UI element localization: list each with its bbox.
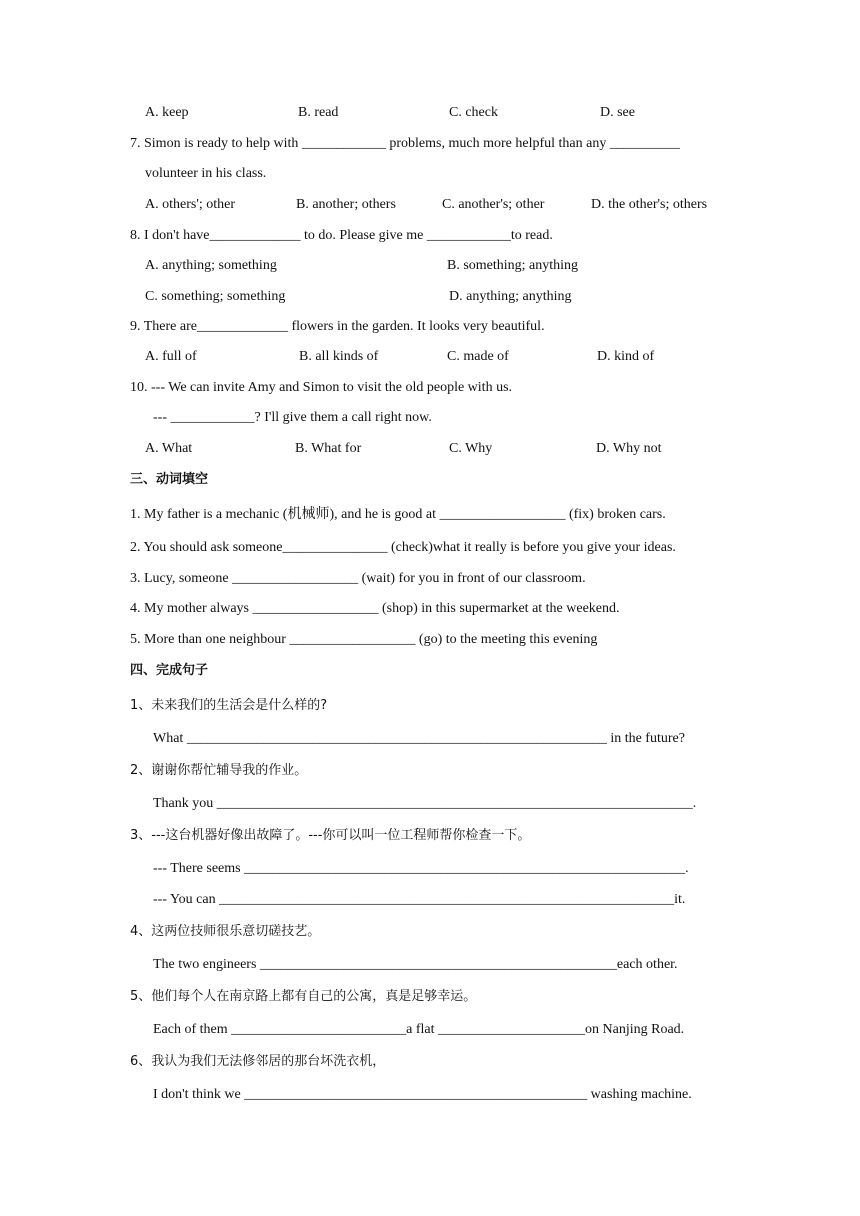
question-10: 10. --- We can invite Amy and Simon to visit the old people with us. (130, 380, 513, 395)
q10-option-a: A. What (145, 441, 193, 456)
q10-option-d: D. Why not (596, 441, 662, 456)
section-verb-fill-heading: 三、动词填空 (130, 472, 209, 487)
q7-option-a: A. others'; other (145, 197, 236, 212)
q9-option-d: D. kind of (597, 349, 655, 364)
question-7: 7. Simon is ready to help with ____________ problems, much more helpful than any __________ (130, 136, 680, 151)
q8-option-d: D. anything; anything (449, 289, 572, 304)
sentence-3-chinese: 3、---这台机器好像出故障了。---你可以叫一位工程师帮你检查一下。 (130, 828, 531, 843)
sentence-6-english: I don't think we _________________________________________________ washing machine. (153, 1087, 692, 1102)
q8-option-c: C. something; something (145, 289, 286, 304)
verb-item-5: 5. More than one neighbour __________________ (go) to the meeting this evening (130, 632, 598, 647)
verb-item-3: 3. Lucy, someone __________________ (wait) for you in front of our classroom. (130, 571, 586, 586)
verb-item-4: 4. My mother always __________________ (shop) in this supermarket at the weekend. (130, 601, 620, 616)
sentence-5-chinese: 5、他们每个人在南京路上都有自己的公寓，真是足够幸运。 (130, 989, 477, 1004)
q6-option-b: B. read (298, 105, 339, 120)
q9-option-b: B. all kinds of (299, 349, 379, 364)
q10-option-b: B. What for (295, 441, 362, 456)
q6-option-a: A. keep (145, 105, 189, 120)
sentence-1-chinese: 1、未来我们的生活会是什么样的? (130, 698, 328, 713)
q9-option-c: C. made of (447, 349, 509, 364)
sentence-2-english: Thank you ____________________________________________________________________. (153, 796, 697, 811)
sentence-3-english-b: --- You can _________________________________________________________________it. (153, 892, 686, 907)
sentence-4-english: The two engineers ___________________________________________________each other. (153, 957, 678, 972)
sentence-3-english-a: --- There seems _______________________________________________________________. (153, 861, 689, 876)
section-complete-sentences-heading: 四、完成句子 (130, 663, 209, 678)
sentence-4-chinese: 4、这两位技师很乐意切磋技艺。 (130, 924, 321, 939)
question-9: 9. There are_____________ flowers in the garden. It looks very beautiful. (130, 319, 545, 334)
question-10-cont: --- ____________? I'll give them a call right now. (153, 410, 432, 425)
verb-item-2: 2. You should ask someone_______________ (check)what it really is before you give your ideas. (130, 540, 676, 555)
q7-option-c: C. another's; other (442, 197, 545, 212)
q6-option-c: C. check (449, 105, 498, 120)
verb-item-1: 1. My father is a mechanic (机械师), and he is good at __________________ (fix) broken cars. (130, 507, 666, 522)
question-7-cont: volunteer in his class. (145, 166, 267, 181)
sentence-2-chinese: 2、谢谢你帮忙辅导我的作业。 (130, 763, 308, 778)
q8-option-a: A. anything; something (145, 258, 277, 273)
q7-option-d: D. the other's; others (591, 197, 708, 212)
q8-option-b: B. something; anything (447, 258, 579, 273)
q6-option-d: D. see (600, 105, 635, 120)
q10-option-c: C. Why (449, 441, 493, 456)
sentence-5-english: Each of them _________________________a flat _____________________on Nanjing Road. (153, 1022, 685, 1037)
q7-option-b: B. another; others (296, 197, 396, 212)
q9-option-a: A. full of (145, 349, 197, 364)
sentence-6-chinese: 6、我认为我们无法修邻居的那台坏洗衣机， (130, 1054, 386, 1069)
question-8: 8. I don't have_____________ to do. Please give me ____________to read. (130, 228, 553, 243)
sentence-1-english: What ____________________________________________________________ in the future? (153, 731, 685, 746)
